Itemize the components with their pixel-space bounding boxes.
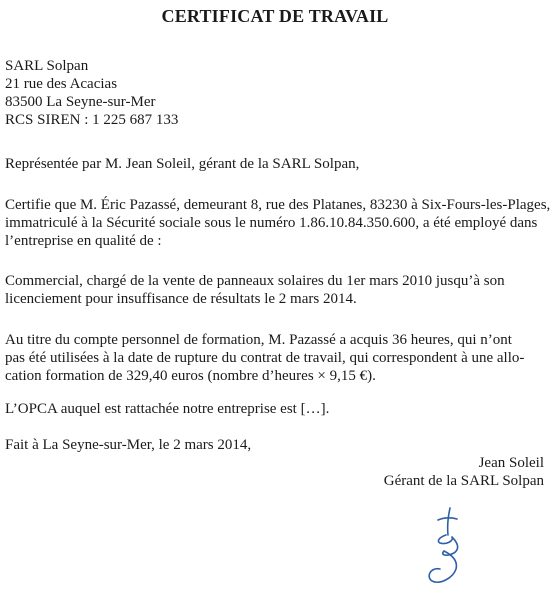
signature-stroke bbox=[429, 508, 457, 582]
representation-paragraph bbox=[5, 155, 546, 173]
handwritten-signature bbox=[410, 505, 490, 591]
company-street: 21 rue des Acacias bbox=[5, 76, 118, 92]
job-paragraph bbox=[5, 272, 546, 308]
place-date-text: Fait à La Seyne-sur-Mer, le 2 mars 2014, bbox=[5, 437, 252, 453]
certifie-line-2: immatriculé à la Sécurité sociale sous le numéro 1.86.10.84.350.600, a été employé dans bbox=[5, 215, 538, 231]
signatory-block bbox=[384, 454, 544, 490]
company-rcs: RCS SIREN : 1 225 687 133 bbox=[5, 112, 179, 128]
company-name: SARL Solpan bbox=[5, 58, 89, 74]
certifie-line-1: Certifie que M. Éric Pazassé, demeurant 8, rue des Platanes, 83230 à Six-Fours-les-Plages, bbox=[5, 197, 550, 213]
place-date-paragraph bbox=[5, 436, 546, 454]
opca-paragraph bbox=[5, 400, 546, 418]
company-address bbox=[5, 57, 546, 129]
cpf-line-2: pas été utilisées à la date de rupture du contrat de travail, qui correspondent à une allo- bbox=[5, 350, 525, 366]
job-line-1: Commercial, chargé de la vente de panneaux solaires du 1er mars 2010 jusqu’à son bbox=[5, 273, 505, 289]
company-city: 83500 La Seyne-sur-Mer bbox=[5, 94, 156, 110]
job-line-2: licenciement pour insuffisance de résultats le 2 mars 2014. bbox=[5, 291, 357, 307]
cpf-line-1: Au titre du compte personnel de formation, M. Pazassé a acquis 36 heures, qui n’ont bbox=[5, 332, 512, 348]
document-title: CERTIFICAT DE TRAVAIL bbox=[161, 6, 389, 26]
opca-text: L’OPCA auquel est rattachée notre entreprise est […]. bbox=[5, 401, 330, 417]
signatory-role: Gérant de la SARL Solpan bbox=[383, 473, 544, 489]
certifie-paragraph bbox=[5, 196, 550, 250]
signatory-name: Jean Soleil bbox=[478, 455, 544, 471]
cpf-paragraph bbox=[5, 331, 546, 385]
cpf-line-3: cation formation de 329,40 euros (nombre d’heures × 9,15 €). bbox=[5, 368, 376, 384]
certifie-line-3: l’entreprise en qualité de : bbox=[5, 233, 162, 249]
representation-text: Représentée par M. Jean Soleil, gérant de la SARL Solpan, bbox=[5, 156, 360, 172]
